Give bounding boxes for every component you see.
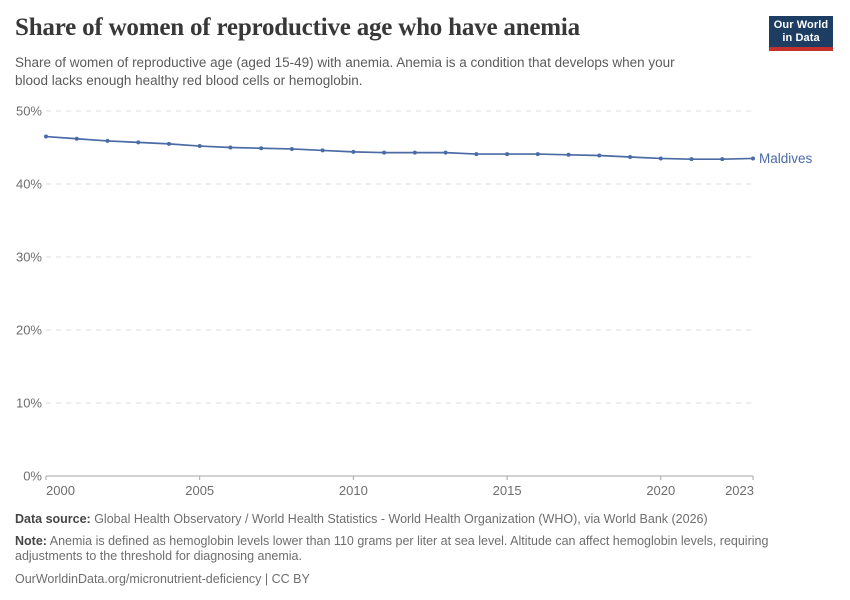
y-axis-label: 20% <box>15 322 42 338</box>
data-source-text: Global Health Observatory / World Health Statistics - World Health Organization (WHO), via World Bank (2026) <box>90 512 708 526</box>
owid-logo-text: in Data <box>782 31 820 44</box>
note-text: adjustments to the threshold for diagnosing anemia. <box>15 549 302 563</box>
y-axis-label: 0% <box>23 468 42 484</box>
data-point-marker[interactable] <box>690 157 694 161</box>
x-axis-label: 2023 <box>725 483 754 498</box>
data-point-marker[interactable] <box>136 140 140 144</box>
subtitle-line: Share of women of reproductive age (aged 15-49) with anemia. Anemia is a condition that develops when your <box>15 55 675 70</box>
data-point-marker[interactable] <box>382 151 386 155</box>
y-axis-label: 30% <box>15 249 42 265</box>
x-axis-label: 2000 <box>46 483 75 498</box>
x-axis-label: 2020 <box>646 483 676 498</box>
data-source-line <box>15 512 845 527</box>
data-point-marker[interactable] <box>536 152 540 156</box>
data-point-marker[interactable] <box>720 157 724 161</box>
data-point-marker[interactable] <box>167 142 171 146</box>
data-point-marker[interactable] <box>198 144 202 148</box>
subtitle-line: blood lacks enough healthy red blood cells or hemoglobin. <box>15 72 363 88</box>
y-axis-label: 50% <box>15 103 42 119</box>
x-axis-label: 2010 <box>338 483 368 498</box>
data-point-marker[interactable] <box>105 139 109 143</box>
data-point-marker[interactable] <box>44 135 48 139</box>
data-source-label: Data source: <box>15 512 91 526</box>
page-title: Share of women of reproductive age who have anemia <box>15 14 580 41</box>
x-axis-label: 2015 <box>492 483 522 498</box>
x-axis-label: 2005 <box>185 483 215 498</box>
data-point-marker[interactable] <box>505 152 509 156</box>
data-point-marker[interactable] <box>474 152 478 156</box>
data-point-marker[interactable] <box>351 150 355 154</box>
data-point-marker[interactable] <box>75 137 79 141</box>
note-text: Anemia is defined as hemoglobin levels lower than 110 grams per liter at sea level. Altitude can affect hemoglobin levels, requiring <box>46 534 769 548</box>
data-series-line[interactable] <box>46 137 753 160</box>
data-point-marker[interactable] <box>597 154 601 158</box>
data-point-marker[interactable] <box>321 148 325 152</box>
citation-line: OurWorldinData.org/micronutrient-deficiency | CC BY <box>15 572 310 586</box>
note-label: Note: <box>15 534 47 548</box>
note-line <box>15 534 845 564</box>
data-point-marker[interactable] <box>444 151 448 155</box>
data-point-marker[interactable] <box>259 146 263 150</box>
y-axis-label: 40% <box>15 176 42 192</box>
data-point-marker[interactable] <box>659 156 663 160</box>
data-point-marker[interactable] <box>751 156 755 160</box>
data-point-marker[interactable] <box>413 151 417 155</box>
data-point-marker[interactable] <box>567 153 571 157</box>
data-point-marker[interactable] <box>628 155 632 159</box>
entity-label: Maldives <box>759 150 813 166</box>
data-point-marker[interactable] <box>228 146 232 150</box>
owid-logo-text: Our World <box>773 19 829 31</box>
chart-footer <box>15 512 845 587</box>
data-point-marker[interactable] <box>290 147 294 151</box>
y-axis-label: 10% <box>15 395 42 411</box>
